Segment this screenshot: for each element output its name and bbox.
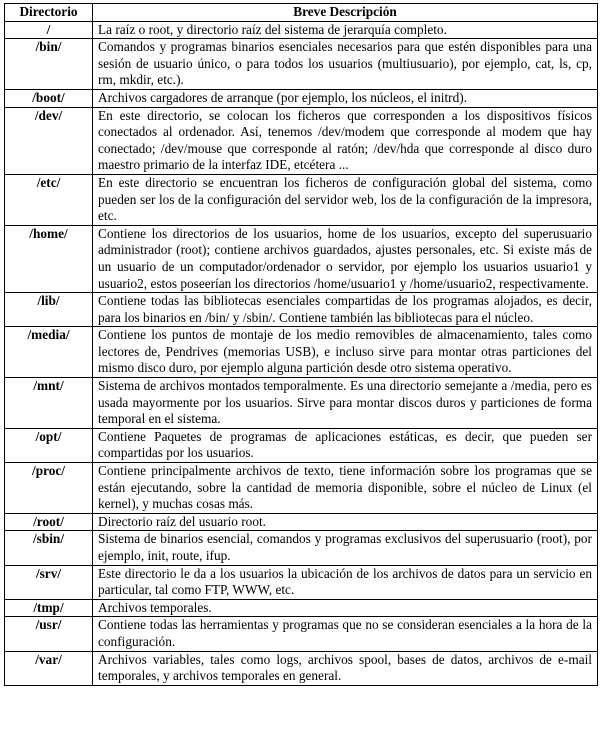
directory-cell: /dev/ bbox=[5, 107, 93, 174]
directory-cell: /etc/ bbox=[5, 174, 93, 225]
description-cell: Contiene todas las bibliotecas esenciales compartidas de los programas alojados, es decir, para los binarios en /bin/ y /sbin/. Contiene también las bibliotecas para el núcleo. bbox=[93, 293, 598, 327]
directory-cell: /boot/ bbox=[5, 89, 93, 107]
directory-cell: /lib/ bbox=[5, 293, 93, 327]
table-row bbox=[5, 107, 598, 174]
table-row bbox=[5, 174, 598, 225]
directory-cell: /proc/ bbox=[5, 463, 93, 514]
directory-cell: /bin/ bbox=[5, 39, 93, 90]
directory-column-header: Directorio bbox=[5, 4, 93, 22]
directory-cell: /usr/ bbox=[5, 617, 93, 651]
directory-cell: /tmp/ bbox=[5, 599, 93, 617]
directory-cell: / bbox=[5, 21, 93, 39]
description-cell: Contiene los directorios de los usuarios, home de los usuarios, excepto del superusuario administrador (root); contiene archivos guardados, ajustes personales, etc. Si existe más de un usuario de un computador/ordenador o servidor, por ejemplo los usuarios usuario1 y usuario2, estos poseerían los directorios /home/usuario1 y /home/usuario2, respectivamente. bbox=[93, 225, 598, 292]
table-row bbox=[5, 327, 598, 378]
table-row bbox=[5, 463, 598, 514]
description-cell: Este directorio le da a los usuarios la ubicación de los archivos de datos para un servicio en particular, tal como FTP, WWW, etc. bbox=[93, 565, 598, 599]
description-column-header: Breve Descripción bbox=[93, 4, 598, 22]
description-cell: La raíz o root, y directorio raíz del sistema de jerarquía completo. bbox=[93, 21, 598, 39]
table-row bbox=[5, 651, 598, 685]
table-row bbox=[5, 599, 598, 617]
table-row bbox=[5, 531, 598, 565]
table-header-row bbox=[5, 4, 598, 22]
table-row bbox=[5, 39, 598, 90]
description-cell: Archivos temporales. bbox=[93, 599, 598, 617]
directory-table bbox=[4, 3, 598, 686]
directory-cell: /media/ bbox=[5, 327, 93, 378]
description-cell: Contiene principalmente archivos de texto, tiene información sobre los programas que se están ejecutando, sobre la cantidad de memoria disponible, sobre el núcleo de Linux (el kernel), y muchas cosas más. bbox=[93, 463, 598, 514]
description-cell: En este directorio se encuentran los ficheros de configuración global del sistema, como pueden ser los de la configuración del servidor web, los de la configuración de la impresora, etc. bbox=[93, 174, 598, 225]
description-cell: Contiene los puntos de montaje de los medio removibles de almacenamiento, tales como lectores de, Pendrives (memorias USB), e incluso sirve para montar otras particiones del mismo disco duro, por ejemplo alguna partición desde otro sistema operativo. bbox=[93, 327, 598, 378]
table-row bbox=[5, 21, 598, 39]
table-row bbox=[5, 565, 598, 599]
table-row bbox=[5, 428, 598, 462]
description-cell: En este directorio, se colocan los ficheros que corresponden a los dispositivos físicos conectados al ordenador. Así, tenemos /dev/modem que corresponde al modem que hay conectado; /dev/mouse que corresponde al ratón; /dev/hda que corresponde al disco duro maestro primario de la interfaz IDE, etcétera ... bbox=[93, 107, 598, 174]
description-cell: Directorio raíz del usuario root. bbox=[93, 513, 598, 531]
directory-cell: /home/ bbox=[5, 225, 93, 292]
directory-cell: /srv/ bbox=[5, 565, 93, 599]
description-cell: Archivos variables, tales como logs, archivos spool, bases de datos, archivos de e-mail temporales, y archivos temporales en general. bbox=[93, 651, 598, 685]
description-cell: Contiene Paquetes de programas de aplicaciones estáticas, es decir, que pueden ser compartidas por los usuarios. bbox=[93, 428, 598, 462]
table-row bbox=[5, 513, 598, 531]
directory-cell: /sbin/ bbox=[5, 531, 93, 565]
table-row bbox=[5, 378, 598, 429]
table-row bbox=[5, 89, 598, 107]
directory-cell: /opt/ bbox=[5, 428, 93, 462]
description-cell: Sistema de binarios esencial, comandos y programas exclusivos del superusuario (root), por ejemplo, init, route, ifup. bbox=[93, 531, 598, 565]
table-row bbox=[5, 225, 598, 292]
description-cell: Sistema de archivos montados temporalmente. Es una directorio semejante a /media, pero es usada mayormente por los usuarios. Sirve para montar discos duros y particiones de forma temporal en el sistema. bbox=[93, 378, 598, 429]
table-row bbox=[5, 293, 598, 327]
directory-cell: /mnt/ bbox=[5, 378, 93, 429]
description-cell: Comandos y programas binarios esenciales necesarios para que estén disponibles para una sesión de usuario único, o para todos los usuarios (multiusuario), por ejemplo, cat, ls, cp, rm, mkdir, etc.). bbox=[93, 39, 598, 90]
directory-cell: /root/ bbox=[5, 513, 93, 531]
description-cell: Contiene todas las herramientas y programas que no se consideran esenciales a la hora de la configuración. bbox=[93, 617, 598, 651]
description-cell: Archivos cargadores de arranque (por ejemplo, los núcleos, el initrd). bbox=[93, 89, 598, 107]
directory-cell: /var/ bbox=[5, 651, 93, 685]
table-row bbox=[5, 617, 598, 651]
